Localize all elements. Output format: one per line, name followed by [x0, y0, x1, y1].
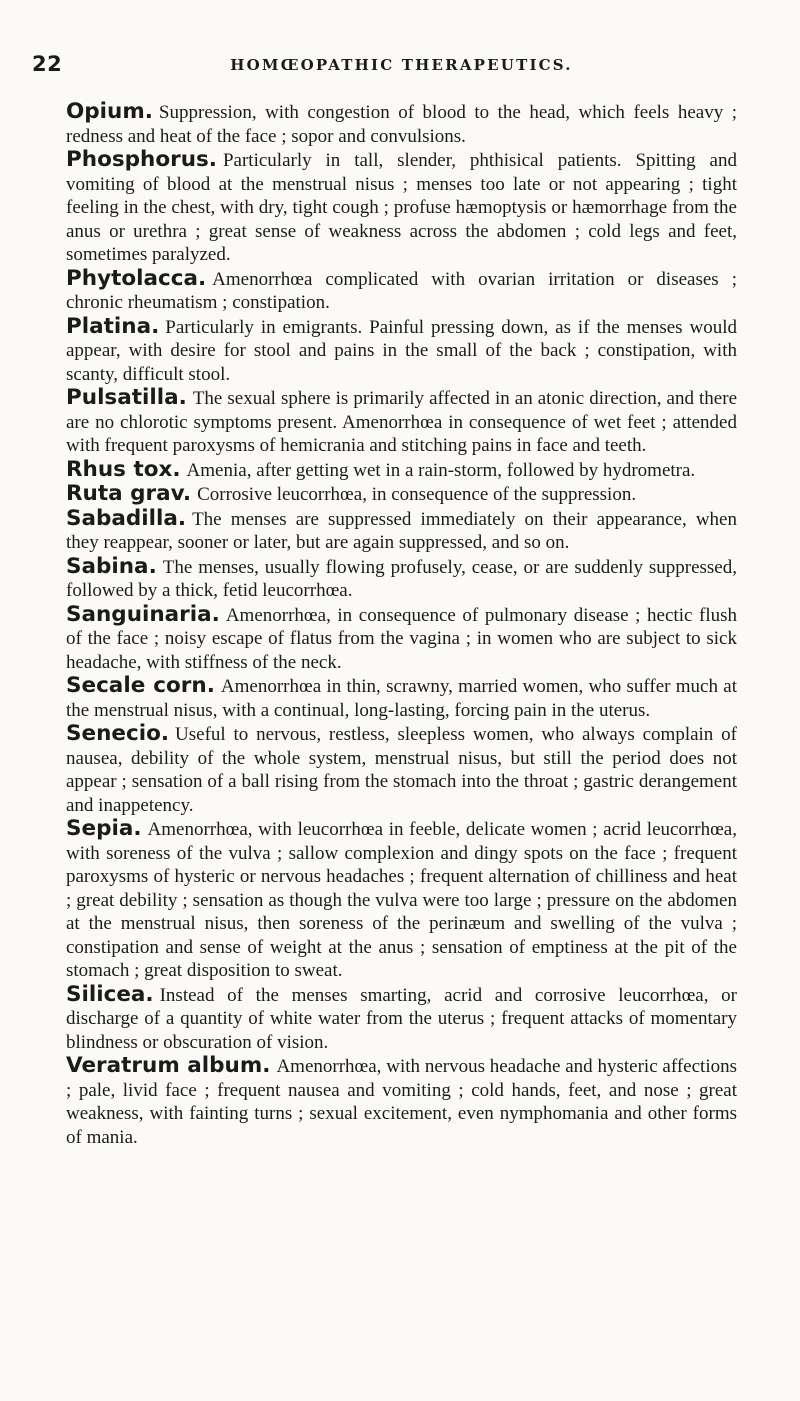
- remedy-text: Instead of the menses smarting, acrid and corrosive leucorrhœa, or discharge of a quantity of white water from the uterus ; frequent attacks of momentary blindness or obscuration of vision.: [66, 984, 737, 1053]
- remedy-text: Corrosive leucorrhœa, in consequence of the suppression.: [197, 484, 637, 505]
- remedy-entry-sabina: [66, 555, 737, 603]
- remedy-entry-ruta-grav: [66, 482, 737, 507]
- remedy-entry-sabadilla: [66, 507, 737, 555]
- remedy-name: Sanguinaria.: [66, 601, 220, 627]
- remedy-name: Sabadilla.: [66, 505, 187, 531]
- remedy-name: Sabina.: [66, 553, 157, 579]
- remedy-entry-pulsatilla: [66, 386, 737, 458]
- remedy-name: Pulsatilla.: [66, 385, 187, 410]
- running-title: HOMŒOPATHIC THERAPEUTICS.: [230, 56, 573, 74]
- remedy-entry-secale-corn: [66, 674, 737, 722]
- remedy-text: Particularly in tall, slender, phthisical patients. Spitting and vomiting of blood at the menstrual nisus ; menses too late or not appearing ; tight feeling in the chest, with dry, tight cough ; profuse hæmoptysis or hæmorrhage from the anus or urethra ; great sense of weakness across the abdomen ; cold legs and feet, sometimes paralyzed.: [66, 150, 737, 265]
- page-header: [32, 52, 737, 86]
- remedy-text: The menses, usually flowing profusely, cease, or are suddenly suppressed, followed by a thick, fetid leucorrhœa.: [66, 556, 737, 601]
- remedy-name: Veratrum album.: [66, 1053, 271, 1078]
- remedy-name: Sepia.: [66, 816, 142, 841]
- page-number: 22: [32, 52, 63, 76]
- remedy-text: Useful to nervous, restless, sleepless women, who always complain of nausea, debility of the whole system, menstrual nisus, but still the period does not appear ; sensation of a ball rising from the stomach into the throat ; gastric derangement and inappetency.: [66, 724, 737, 816]
- remedy-entry-senecio: [66, 722, 737, 817]
- remedy-name: Secale corn.: [66, 673, 215, 698]
- remedy-text: Amenorrhœa, with leucorrhœa in feeble, delicate women ; acrid leucorrhœa, with soreness of the vulva ; sallow complexion and dingy spots on the face ; frequent paroxysms of hysteric or nervous headaches ; frequent alternation of chilliness and heat ; great debility ; sensation as though the vulva were too large ; pressure on the abdomen at the menstrual nisus, then soreness of the perinæum and swelling of the vulva ; constipation and sense of weight at the anus ; sensation of emptiness at the pit of the stomach ; great disposition to sweat.: [66, 819, 737, 981]
- remedy-text: Particularly in emigrants. Painful pressing down, as if the menses would appear, with desire for stool and pains in the small of the back ; constipation, with scanty, difficult stool.: [66, 316, 737, 385]
- remedy-name: Senecio.: [66, 721, 170, 746]
- remedy-entry-opium: [66, 100, 737, 148]
- remedy-name: Ruta grav.: [66, 481, 192, 506]
- remedy-entry-sanguinaria: [66, 603, 737, 675]
- remedy-text: The sexual sphere is primarily affected in an atonic direction, and there are no chlorotic symptoms present. Amenorrhœa in consequence of wet feet ; attended with frequent paroxysms of hemicrania and stitching pains in face and teeth.: [66, 388, 737, 456]
- remedy-text: Amenorrhœa complicated with ovarian irritation or diseases ; chronic rheumatism ; constipation.: [66, 268, 737, 313]
- remedy-text: Amenorrhœa, with nervous headache and hysteric affections ; pale, livid face ; frequent nausea and vomiting ; cold hands, feet, and nose ; great weakness, with fainting turns ; sexual excitement, even nymphomania and other forms of mania.: [66, 1056, 737, 1148]
- remedy-name: Platina.: [66, 313, 160, 339]
- remedy-text: Suppression, with congestion of blood to the head, which feels heavy ; redness and heat of the face ; sopor and convulsions.: [66, 102, 737, 147]
- remedy-list: [66, 100, 737, 1149]
- remedy-name: Phytolacca.: [66, 265, 207, 291]
- remedy-text: Amenia, after getting wet in a rain-storm, followed by hydrometra.: [186, 459, 696, 481]
- remedy-name: Silicea.: [66, 981, 154, 1007]
- remedy-entry-platina: [66, 315, 737, 387]
- remedy-text: Amenorrhœa, in consequence of pulmonary disease ; hectic flush of the face ; noisy escape of flatus from the vagina ; in women who are subject to sick headache, with stiffness of the neck.: [66, 604, 737, 673]
- remedy-entry-veratrum-album: [66, 1054, 737, 1149]
- remedy-entry-phytolacca: [66, 267, 737, 315]
- remedy-name: Rhus tox.: [66, 456, 181, 482]
- remedy-text: The menses are suppressed immediately on their appearance, when they reappear, sooner or later, but are again suppressed, and so on.: [66, 508, 737, 553]
- remedy-entry-sepia: [66, 817, 737, 983]
- remedy-entry-silicea: [66, 983, 737, 1055]
- remedy-text: Amenorrhœa in thin, scrawny, married women, who suffer much at the menstrual nisus, with a continual, long-lasting, forcing pain in the uterus.: [66, 676, 737, 721]
- remedy-name: Phosphorus.: [66, 147, 217, 172]
- remedy-entry-rhus-tox: [66, 458, 737, 483]
- remedy-entry-phosphorus: [66, 148, 737, 267]
- remedy-name: Opium.: [66, 99, 153, 124]
